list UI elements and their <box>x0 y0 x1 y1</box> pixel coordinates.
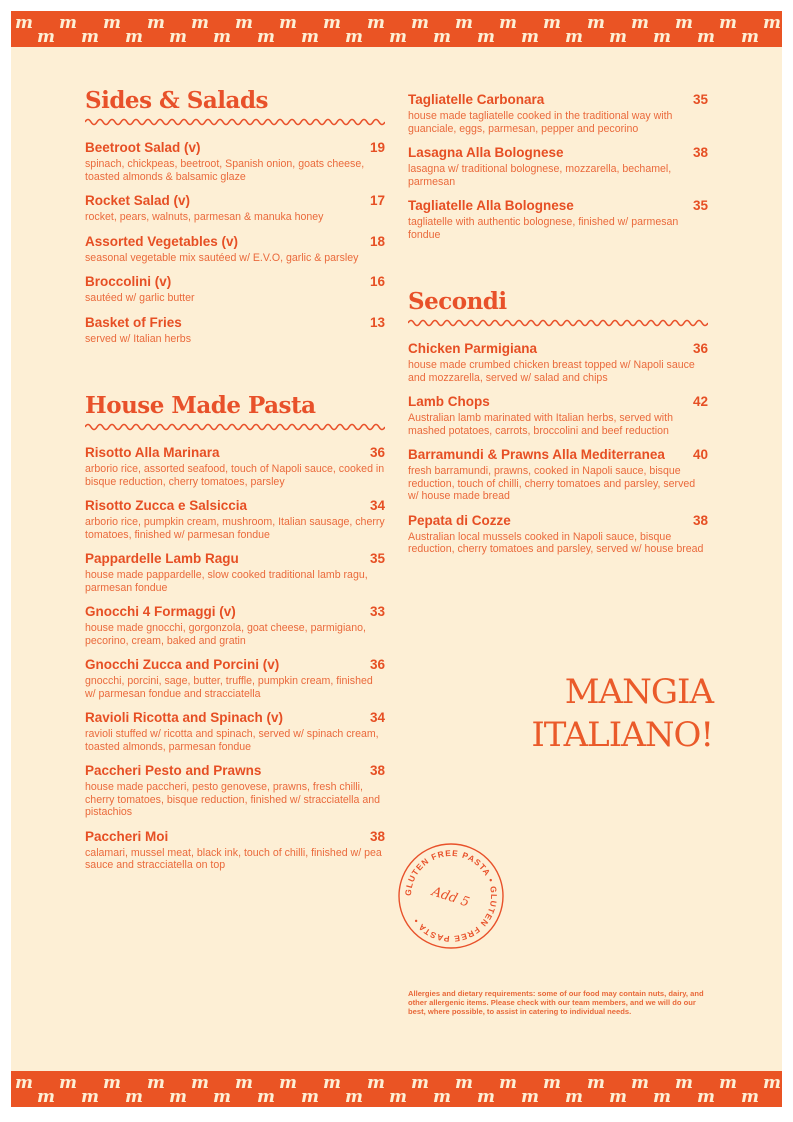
band-glyph: m <box>543 13 561 33</box>
item-name: Tagliatelle Alla Bolognese <box>408 198 574 213</box>
band-glyph: m <box>213 1087 231 1107</box>
item-description: house made paccheri, pesto genovese, prawns, fresh chilli, cherry tomatoes, bisque reduction, finished w/ stracciatella and pistachios <box>85 781 381 818</box>
item-price: 16 <box>369 274 385 289</box>
item-price: 33 <box>369 604 385 619</box>
menu-item <box>408 144 708 188</box>
item-description: ravioli stuffed w/ ricotta and spinach, served w/ spinach cream, toasted almonds, parmesan fondue <box>85 728 379 753</box>
item-price: 35 <box>692 92 708 107</box>
item-name: Gnocchi 4 Formaggi (v) <box>85 604 236 619</box>
menu-item <box>85 828 385 872</box>
item-name: Broccolini (v) <box>85 274 172 289</box>
item-price: 36 <box>369 657 385 672</box>
item-price: 40 <box>692 447 708 462</box>
menu-item <box>85 497 385 541</box>
menu-page <box>11 11 782 1107</box>
item-price: 35 <box>369 551 385 566</box>
item-price: 36 <box>369 445 385 460</box>
band-glyph: m <box>433 27 451 47</box>
band-glyph: m <box>719 1073 737 1093</box>
menu-item <box>408 446 708 503</box>
item-description: calamari, mussel meat, black ink, touch of chilli, finished w/ pea sauce and stracciatella on top <box>85 846 382 871</box>
band-glyph: m <box>411 13 429 33</box>
band-glyph: m <box>499 13 517 33</box>
item-description: house made tagliatelle cooked in the traditional way with guanciale, eggs, parmesan, pepper and pecorino <box>408 110 673 135</box>
band-glyph: m <box>59 1073 77 1093</box>
item-name: Pepata di Cozze <box>408 512 511 528</box>
band-glyph: m <box>763 1073 781 1093</box>
item-name: Lamb Chops <box>408 394 490 409</box>
band-glyph: m <box>103 13 121 33</box>
band-glyph: m <box>345 27 363 47</box>
slogan-line-2: ITALIANO! <box>531 715 713 755</box>
bottom-pattern-band <box>11 1071 782 1107</box>
band-glyph: m <box>697 27 715 47</box>
stamp-center-text: Add 5 <box>429 884 472 911</box>
band-glyph: m <box>15 1073 33 1093</box>
item-price: 34 <box>369 498 385 513</box>
menu-item <box>85 273 385 305</box>
band-glyph: m <box>191 13 209 33</box>
menu-item <box>85 603 385 647</box>
band-glyph: m <box>587 13 605 33</box>
band-glyph: m <box>147 13 165 33</box>
band-glyph: m <box>301 27 319 47</box>
band-glyph: m <box>587 1073 605 1093</box>
item-price: 35 <box>692 198 708 213</box>
item-price: 34 <box>369 710 385 725</box>
band-glyph: m <box>609 27 627 47</box>
gluten-free-stamp <box>396 841 506 951</box>
menu-item <box>85 550 385 594</box>
item-description: spinach, chickpeas, beetroot, Spanish onion, goats cheese, toasted almonds & balsamic glaze <box>85 158 365 183</box>
band-glyph: m <box>169 1087 187 1107</box>
band-glyph: m <box>125 27 143 47</box>
slogan <box>519 671 713 757</box>
band-glyph: m <box>323 1073 341 1093</box>
band-glyph: m <box>235 1073 253 1093</box>
item-price: 38 <box>369 763 385 778</box>
item-name: Tagliatelle Carbonara <box>408 92 545 107</box>
band-glyph: m <box>521 27 539 47</box>
item-price: 38 <box>369 828 385 844</box>
band-glyph: m <box>565 27 583 47</box>
item-description: seasonal vegetable mix sautéed w/ E.V.O, garlic & parsley <box>85 251 359 264</box>
menu-item <box>408 393 708 437</box>
menu-item <box>85 656 385 700</box>
menu-item <box>85 762 385 819</box>
band-glyph: m <box>81 1087 99 1107</box>
band-glyph: m <box>367 13 385 33</box>
menu-item <box>85 709 385 753</box>
item-description: Australian lamb marinated with Italian herbs, served with mashed potatoes, carrots, broccolini and beef reduction <box>408 412 673 437</box>
band-glyph: m <box>367 1073 385 1093</box>
band-glyph: m <box>389 27 407 47</box>
band-glyph: m <box>37 27 55 47</box>
menu-item <box>408 91 708 135</box>
item-name: Pappardelle Lamb Ragu <box>85 551 239 566</box>
band-glyph: m <box>499 1073 517 1093</box>
menu-item <box>408 512 708 556</box>
band-glyph: m <box>213 27 231 47</box>
item-description: fresh barramundi, prawns, cooked in Napoli sauce, bisque reduction, touch of chilli, cherry tomatoes and parsley, served w/ house made bread <box>408 465 696 502</box>
menu-item <box>85 444 385 488</box>
right-column <box>408 91 708 565</box>
m-pattern <box>11 1071 782 1107</box>
band-glyph: m <box>125 1087 143 1107</box>
band-glyph: m <box>323 13 341 33</box>
menu-item <box>408 197 708 241</box>
band-glyph: m <box>301 1087 319 1107</box>
item-name: Paccheri Pesto and Prawns <box>85 763 262 778</box>
item-description: house made pappardelle, slow cooked traditional lamb ragu, parmesan fondue <box>85 569 368 594</box>
item-name: Assorted Vegetables (v) <box>85 233 239 249</box>
wave-divider <box>408 318 708 328</box>
item-price: 18 <box>369 233 385 249</box>
m-pattern <box>11 11 782 47</box>
band-glyph: m <box>653 27 671 47</box>
stamp-ring-text: GLUTEN FREE PASTA • GLUTEN FREE PASTA • <box>402 847 500 945</box>
item-description: rocket, pears, walnuts, parmesan & manuka honey <box>85 211 324 223</box>
item-description: Australian local mussels cooked in Napoli sauce, bisque reduction, cherry tomatoes and parsley, served w/ house bread <box>408 530 704 555</box>
band-glyph: m <box>653 1087 671 1107</box>
band-glyph: m <box>675 1073 693 1093</box>
menu-item <box>85 139 385 183</box>
band-glyph: m <box>345 1087 363 1107</box>
item-description: gnocchi, porcini, sage, butter, truffle, pumpkin cream, finished w/ parmesan fondue and stracciatella <box>85 675 373 700</box>
item-description: served w/ Italian herbs <box>85 332 191 345</box>
band-glyph: m <box>521 1087 539 1107</box>
item-price: 38 <box>692 512 708 528</box>
item-name: Barramundi & Prawns Alla Mediterranea <box>408 447 665 462</box>
sides-list <box>85 139 385 345</box>
section-title-pasta: House Made Pasta <box>85 392 316 419</box>
item-description: lasagna w/ traditional bolognese, mozzarella, bechamel, parmesan <box>408 163 672 188</box>
band-glyph: m <box>455 13 473 33</box>
band-glyph: m <box>257 1087 275 1107</box>
band-glyph: m <box>433 1087 451 1107</box>
band-glyph: m <box>169 27 187 47</box>
band-glyph: m <box>631 1073 649 1093</box>
allergy-note: Allergies and dietary requirements: some of our food may contain nuts, dairy, and other allergenic items. Please check with our team members, and we will do our best, where possible, to assist in catering to individual needs. <box>408 989 704 1017</box>
band-glyph: m <box>147 1073 165 1093</box>
band-glyph: m <box>763 13 781 33</box>
menu-item <box>85 192 385 224</box>
section-title-secondi: Secondi <box>408 288 507 315</box>
item-name: Chicken Parmigiana <box>408 341 538 356</box>
band-glyph: m <box>389 1087 407 1107</box>
item-price: 13 <box>369 314 385 330</box>
band-glyph: m <box>455 1073 473 1093</box>
band-glyph: m <box>675 13 693 33</box>
band-glyph: m <box>741 27 759 47</box>
item-description: arborio rice, pumpkin cream, mushroom, Italian sausage, cherry tomatoes, finished w/ parmesan fondue <box>85 516 385 541</box>
item-price: 42 <box>692 394 708 409</box>
item-description: arborio rice, assorted seafood, touch of Napoli sauce, cooked in bisque reduction, cherry tomatoes, parsley <box>85 463 385 488</box>
item-name: Ravioli Ricotta and Spinach (v) <box>85 710 284 725</box>
item-name: Beetroot Salad (v) <box>85 140 201 155</box>
pasta-list <box>85 444 385 872</box>
band-glyph: m <box>477 1087 495 1107</box>
menu-item <box>85 233 385 265</box>
wave-divider <box>85 117 385 127</box>
item-name: Gnocchi Zucca and Porcini (v) <box>85 657 280 672</box>
item-description: house made crumbed chicken breast topped w/ Napoli sauce and mozzarella, served w/ salad and chips <box>408 359 695 384</box>
slogan-line-1: MANGIA <box>564 672 713 712</box>
top-pattern-band <box>11 11 782 47</box>
band-glyph: m <box>279 1073 297 1093</box>
item-name: Basket of Fries <box>85 314 182 330</box>
band-glyph: m <box>235 13 253 33</box>
band-glyph: m <box>477 27 495 47</box>
band-glyph: m <box>257 27 275 47</box>
item-name: Rocket Salad (v) <box>85 193 191 208</box>
band-glyph: m <box>59 13 77 33</box>
band-glyph: m <box>37 1087 55 1107</box>
band-glyph: m <box>565 1087 583 1107</box>
item-price: 38 <box>692 145 708 160</box>
item-name: Paccheri Moi <box>85 828 169 844</box>
band-glyph: m <box>609 1087 627 1107</box>
band-glyph: m <box>15 13 33 33</box>
pasta-continued-list <box>408 91 708 241</box>
band-glyph: m <box>719 13 737 33</box>
wave-divider <box>85 422 385 432</box>
band-glyph: m <box>279 13 297 33</box>
item-description: sautéed w/ garlic butter <box>85 292 195 304</box>
item-description: house made gnocchi, gorgonzola, goat cheese, parmigiano, pecorino, cream, baked and gratin <box>85 622 366 647</box>
menu-item <box>85 314 385 346</box>
band-glyph: m <box>741 1087 759 1107</box>
band-glyph: m <box>103 1073 121 1093</box>
band-glyph: m <box>191 1073 209 1093</box>
item-price: 36 <box>692 341 708 356</box>
band-glyph: m <box>411 1073 429 1093</box>
section-title-sides: Sides & Salads <box>85 87 268 114</box>
band-glyph: m <box>631 13 649 33</box>
secondi-list <box>408 340 708 556</box>
item-description: tagliatelle with authentic bolognese, finished w/ parmesan fondue <box>408 216 679 241</box>
item-name: Lasagna Alla Bolognese <box>408 145 564 160</box>
band-glyph: m <box>697 1087 715 1107</box>
band-glyph: m <box>81 27 99 47</box>
band-glyph: m <box>543 1073 561 1093</box>
item-name: Risotto Zucca e Salsiccia <box>85 498 248 513</box>
left-column <box>85 87 385 881</box>
menu-item <box>408 340 708 384</box>
item-name: Risotto Alla Marinara <box>85 445 220 460</box>
item-price: 19 <box>369 140 385 155</box>
item-price: 17 <box>369 193 385 208</box>
